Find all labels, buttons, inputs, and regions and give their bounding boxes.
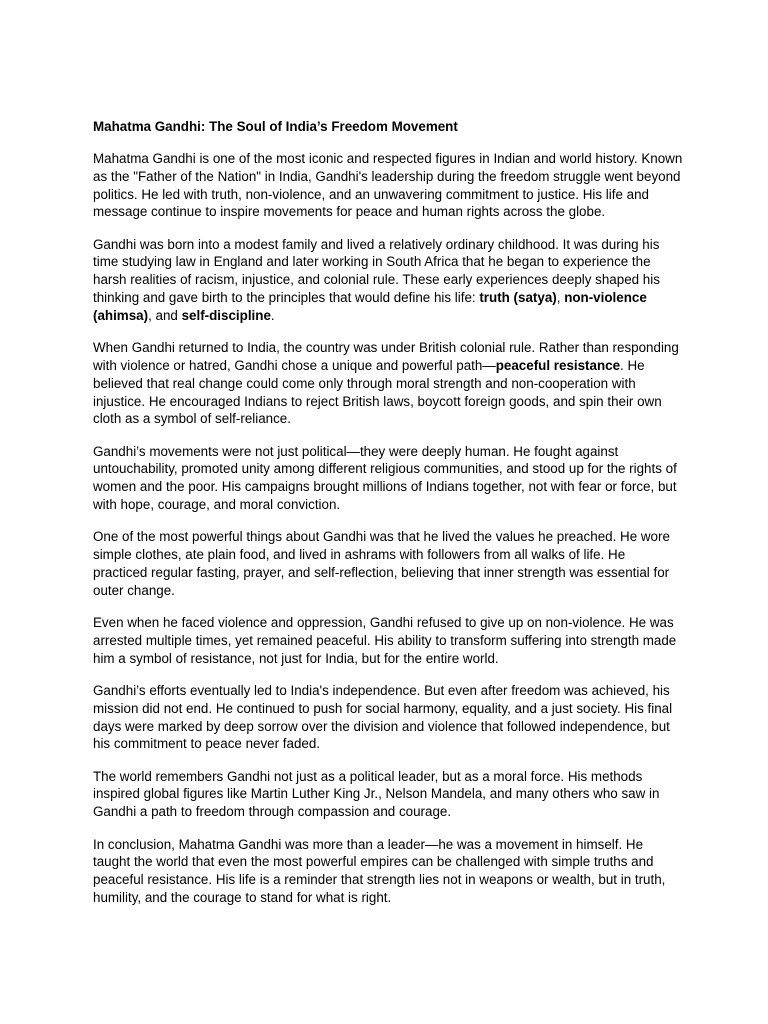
principle-truth: truth (satya) xyxy=(479,290,557,306)
paragraph-early-life xyxy=(93,236,683,325)
principle-non-violence: non-violence (ahimsa) xyxy=(93,290,647,323)
paragraph-text: Gandhi was born into a modest family and lived a relatively ordinary childhood. It was during his time studying law in England and later working in South Africa that he began to experience the harsh realities of racism, injustice, and colonial rule. These early experiences deeply shaped his thinking and gave birth to the principles that would define his life: xyxy=(93,236,660,306)
separator: , and xyxy=(148,307,182,323)
peaceful-resistance-term: peaceful resistance xyxy=(495,357,621,373)
paragraph-intro: Mahatma Gandhi is one of the most iconic and respected figures in Indian and world history. Known as the "Father of the Nation" in India, Gandhi's leadership during the freedom struggle went beyond politics. He led with truth, non-violence, and an unwavering commitment to justice. His life and message continue to inspire movements for peace and human rights across the globe. xyxy=(93,151,683,220)
paragraph-end: . He believed that real change could come only through moral strength and non-cooperation with injustice. He encouraged Indians to reject British laws, boycott foreign goods, and spin their own cloth as a symbol of self-reliance. xyxy=(93,357,662,427)
paragraph-values: One of the most powerful things about Gandhi was that he lived the values he preached. He wore simple clothes, ate plain food, and lived in ashrams with followers from all walks of life. He practiced regular fasting, prayer, and self-reflection, believing that inner strength was essential for outer change. xyxy=(93,529,670,598)
separator: , xyxy=(556,290,565,306)
paragraph-return-to-india xyxy=(93,339,683,428)
document-page xyxy=(93,118,683,921)
paragraph-resistance: Even when he faced violence and oppression, Gandhi refused to give up on non-violence. He was arrested multiple times, yet remained peaceful. His ability to transform suffering into strength made him a symbol of resistance, not just for India, but for the entire world. xyxy=(93,615,677,666)
principle-self-discipline: self-discipline xyxy=(181,307,271,323)
paragraph-movements: Gandhi’s movements were not just political—they were deeply human. He fought against untouchability, promoted unity among different religious communities, and stood up for the rights of women and the poor. His campaigns brought millions of Indians together, not with fear or force, but with hope, courage, and moral conviction. xyxy=(93,443,677,513)
paragraph-independence: Gandhi’s efforts eventually led to India's independence. But even after freedom was achieved, his mission did not end. He continued to push for social harmony, equality, and a just society. His final days were marked by deep sorrow over the division and violence that followed independence, but his commitment to peace never faded. xyxy=(93,682,673,752)
paragraph-conclusion: In conclusion, Mahatma Gandhi was more than a leader—he was a movement in himself. He taught the world that even the most powerful empires can be challenged with simple truths and peaceful resistance. His life is a reminder that strength lies not in weapons or wealth, but in truth, humility, and the courage to stand for what is right. xyxy=(93,836,666,905)
document-title: Mahatma Gandhi: The Soul of India’s Freedom Movement xyxy=(93,119,458,134)
paragraph-legacy: The world remembers Gandhi not just as a political leader, but as a moral force. His methods inspired global figures like Martin Luther King Jr., Nelson Mandela, and many others who saw in Gandhi a path to freedom through compassion and courage. xyxy=(93,768,660,820)
paragraph-text: When Gandhi returned to India, the country was under British colonial rule. Rather than responding with violence or hatred, Gandhi chose a unique and powerful path— xyxy=(93,340,679,373)
paragraph-end: . xyxy=(270,307,275,323)
